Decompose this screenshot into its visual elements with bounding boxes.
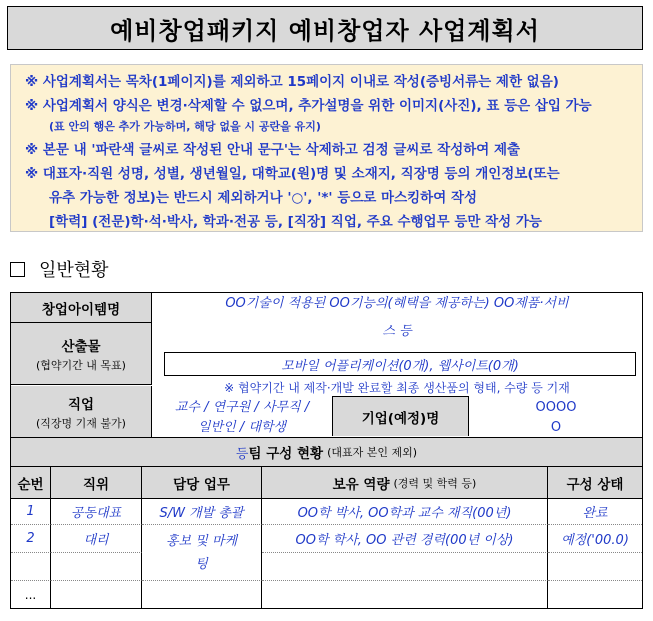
company-value-text: OOOO	[535, 400, 577, 415]
table-cell-status[interactable]	[548, 525, 642, 553]
table-cell-text: ...	[24, 587, 37, 602]
notice-line: (표 안의 행은 추가 가능하며, 해당 없을 시 공란을 유지)	[49, 120, 321, 133]
item-name-value-cont[interactable]	[152, 318, 642, 340]
checkbox-square-icon	[10, 262, 25, 277]
table-cell-no[interactable]	[11, 581, 51, 608]
item-name-value[interactable]	[152, 293, 642, 311]
job-value[interactable]	[152, 398, 332, 438]
table-cell-no[interactable]	[11, 553, 51, 581]
company-value[interactable]	[470, 398, 642, 438]
table-cell-text: 공동대표	[70, 506, 122, 521]
table-cell-text: 대리	[83, 533, 109, 548]
notice-line: ※ 사업계획서 양식은 변경·삭제할 수 없으며, 추가설명을 위한 이미지(사진), 표 등은 삽입 가능	[25, 98, 592, 114]
output-value-text: 모바일 어플리케이션(0개), 웹사이트(0개)	[281, 358, 519, 374]
col-header-capability	[262, 467, 548, 499]
table-cell-no[interactable]	[11, 499, 51, 525]
team-title-prefix: 등	[235, 446, 249, 462]
col-header-position	[51, 467, 142, 499]
notice-line: ※ 본문 내 '파란색 글씨로 작성된 안내 문구'는 삭제하고 검정 글씨로 작성하여 제출	[25, 142, 521, 158]
job-label-text: 직업	[67, 397, 95, 413]
notice-line: ※ 사업계획서는 목차(1페이지)를 제외하고 15페이지 이내로 작성(증빙서류는 제한 없음)	[25, 74, 559, 90]
table-cell-status[interactable]	[548, 499, 642, 525]
col-header-capability-sub: (경력 및 학력 등)	[393, 476, 477, 490]
col-header-capability-text: 보유 역량	[332, 476, 390, 493]
output-note-text: ※ 협약기간 내 제작·개발 완료할 최종 생산품의 형태, 수량 등 기재	[224, 380, 570, 395]
company-value-text-2: O	[550, 420, 562, 435]
team-title: 팀 구성 현황	[248, 446, 324, 462]
table-cell-no[interactable]	[11, 525, 51, 553]
job-label	[11, 386, 152, 438]
table-cell-position[interactable]	[51, 525, 142, 553]
team-title-bar	[11, 437, 642, 467]
table-cell-status[interactable]	[548, 581, 642, 608]
table-cell-text: S/W 개발 총괄	[159, 506, 244, 521]
table-cell-duty[interactable]	[142, 581, 262, 608]
table-cell-capability[interactable]	[262, 499, 548, 525]
item-name-value-text: OO기술이 적용된 OO기능의(혜택을 제공하는) OO제품·서비	[225, 296, 569, 311]
col-header-duty-text: 담당 업무	[173, 476, 230, 493]
table-cell-capability[interactable]	[262, 525, 548, 553]
table-cell-text: OO학 박사, OO학과 교수 재직(00년)	[297, 506, 512, 521]
item-name-value-text-2: 스 등	[382, 323, 412, 339]
col-header-status-text: 구성 상태	[566, 476, 624, 493]
table-cell-text: 예정('00.0)	[561, 533, 629, 548]
section-header	[10, 256, 109, 282]
col-header-position-text: 직위	[82, 476, 110, 493]
table-cell-position[interactable]	[51, 581, 142, 608]
table-cell-position[interactable]	[51, 553, 142, 581]
document-title-text: 예비창업패키지 예비창업자 사업계획서	[110, 16, 540, 45]
col-header-duty	[142, 467, 262, 499]
team-title-sub: (대표자 본인 제외)	[327, 446, 418, 459]
notice-line: [학력] (전문)학·석·박사, 학과·전공 등, [직장] 직업, 주요 수행업무 등만 작성 가능	[49, 214, 542, 230]
table-cell-text: 1	[26, 504, 35, 519]
item-name-label-text: 창업아이템명	[41, 301, 121, 318]
output-label-sub: (협약기간 내 목표)	[36, 358, 126, 372]
table-cell-duty[interactable]	[142, 525, 262, 553]
col-header-no-text: 순번	[17, 476, 44, 493]
company-label-text: 기업(예정)명	[361, 410, 440, 427]
table-cell-duty[interactable]	[142, 553, 262, 581]
notice-line: 유추 가능한 정보)는 반드시 제외하거나 '○', '*' 등으로 마스킹하여 작성	[49, 190, 478, 206]
notice-box	[10, 64, 643, 232]
job-value-text-2: 일반인 / 대학생	[198, 420, 286, 435]
output-value-field[interactable]	[164, 352, 636, 376]
job-value-text: 교수 / 연구원 / 사무직 /	[174, 400, 310, 415]
table-cell-capability[interactable]	[262, 581, 548, 608]
table-cell-capability[interactable]	[262, 553, 548, 581]
col-header-no	[11, 467, 51, 499]
company-label	[332, 396, 469, 436]
section-title: 일반현황	[39, 260, 109, 281]
table-cell-status[interactable]	[548, 553, 642, 581]
table-cell-text: 2	[26, 531, 35, 546]
table-cell-duty[interactable]	[142, 499, 262, 525]
output-label-text: 산출물	[61, 338, 101, 355]
notice-line: ※ 대표자·직원 성명, 성별, 생년월일, 대학교(원)명 및 소재지, 직장명 등의 개인정보(또는	[25, 166, 560, 182]
table-cell-text: OO학 학사, OO 관련 경력(00년 이상)	[295, 533, 514, 548]
table-cell-text: 팅	[195, 557, 208, 572]
col-header-status	[548, 467, 642, 499]
item-name-label	[11, 293, 152, 323]
job-label-sub: (직장명 기재 불가)	[36, 417, 126, 430]
table-cell-text: 완료	[582, 506, 608, 521]
document-title	[7, 6, 643, 50]
output-label	[11, 323, 152, 385]
output-note	[152, 378, 642, 396]
table-cell-position[interactable]	[51, 499, 142, 525]
table-cell-text: 홍보 및 마케	[165, 533, 238, 549]
